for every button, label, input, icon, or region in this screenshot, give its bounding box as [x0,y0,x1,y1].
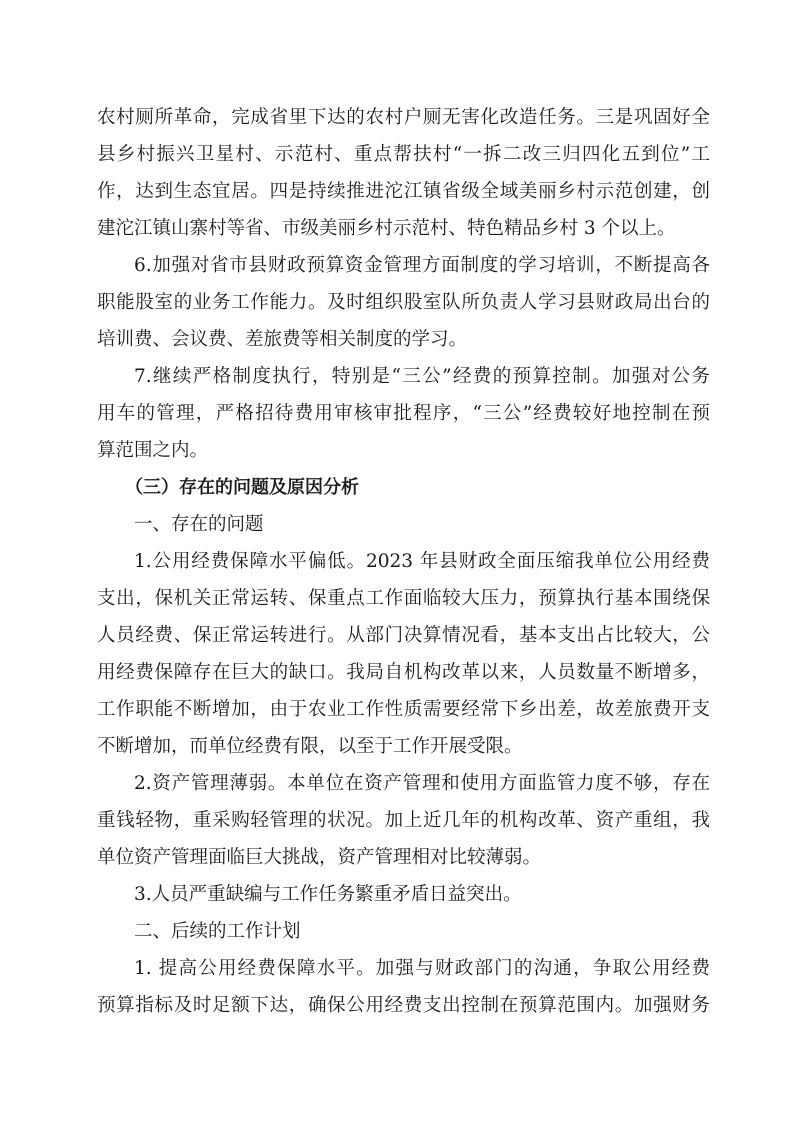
paragraph-line: 建沱江镇山寨村等省、市级美丽乡村示范村、特色精品乡村 3 个以上。 [97,218,676,239]
paragraph-line: 预算指标及时足额下达，确保公用经费支出控制在预算范围内。加强财务 [97,995,710,1016]
paragraph-line: 农村厕所革命，完成省里下达的农村户厕无害化改造任务。三是巩固好全 [97,107,710,128]
paragraph-line: 职能股室的业务工作能力。及时组织股室队所负责人学习县财政局出台的 [97,292,710,313]
paragraph-line: 3.人员严重缺编与工作任务繁重矛盾日益突出。 [134,884,522,905]
paragraph-line: 1. 提高公用经费保障水平。加强与财政部门的沟通，争取公用经费 [134,958,710,979]
paragraph-line: 县乡村振兴卫星村、示范村、重点帮扶村“一拆二改三归四化五到位”工 [97,144,710,165]
subsection-heading: 二、后续的工作计划 [134,921,301,942]
paragraph-line: 单位资产管理面临巨大挑战，资产管理相对比较薄弱。 [97,847,542,868]
subsection-heading: 一、存在的问题 [134,514,264,535]
paragraph-line: 培训费、会议费、差旅费等相关制度的学习。 [97,329,468,350]
paragraph-line: 工作职能不断增加，由于农业工作性质需要经常下乡出差，故差旅费开支 [97,699,710,720]
paragraph-line: 1.公用经费保障水平偏低。2023 年县财政全面压缩我单位公用经费 [134,551,710,572]
paragraph-line: 人员经费、保正常运转进行。从部门决算情况看，基本支出占比较大，公 [97,625,710,646]
paragraph-line: 用经费保障存在巨大的缺口。我局自机构改革以来，人员数量不断增多， [97,662,710,683]
paragraph-line: 用车的管理，严格招待费用审核审批程序，“三公”经费较好地控制在预 [97,403,710,424]
paragraph-line: 不断增加，而单位经费有限，以至于工作开展受限。 [97,736,523,757]
paragraph-line: 6.加强对省市县财政预算资金管理方面制度的学习培训，不断提高各 [134,255,710,276]
paragraph-line: 支出，保机关正常运转、保重点工作面临较大压力，预算执行基本围绕保 [97,588,710,609]
paragraph-line: 算范围之内。 [97,440,209,461]
paragraph-line: 7.继续严格制度执行，特别是“三公”经费的预算控制。加强对公务 [134,366,710,387]
section-heading: （三）存在的问题及原因分析 [125,477,359,498]
paragraph-line: 作，达到生态宜居。四是持续推进沱江镇省级全域美丽乡村示范创建，创 [97,181,710,202]
paragraph-line: 重钱轻物，重采购轻管理的状况。加上近几年的机构改革、资产重组，我 [97,810,710,831]
paragraph-line: 2.资产管理薄弱。本单位在资产管理和使用方面监管力度不够，存在 [134,773,710,794]
